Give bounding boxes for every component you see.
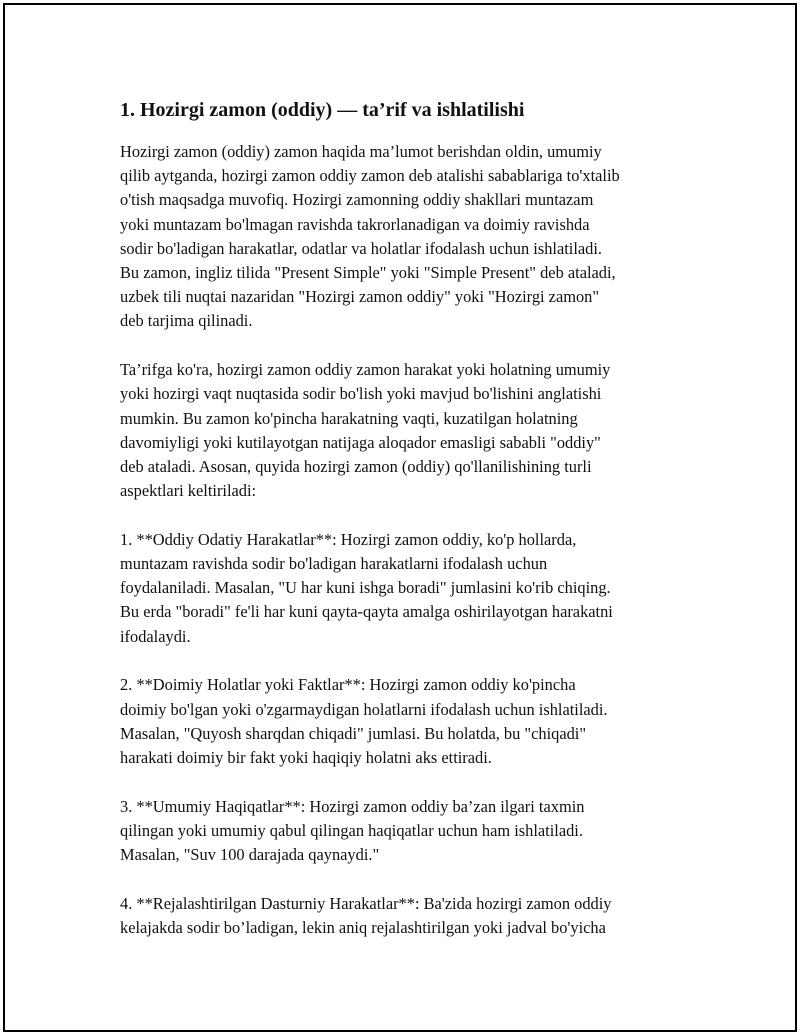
page-frame	[3, 3, 797, 1032]
section-title: 1. Hozirgi zamon (oddiy) — ta’rif va ishlatilishi	[120, 99, 525, 121]
list-item-scheduled-actions: 4. **Rejalashtirilgan Dasturniy Harakatlar**: Ba'zida hozirgi zamon oddiy kelajakda sodir bo’ladigan, lekin aniq rejalashtirilgan yoki jadval bo'yicha	[120, 893, 612, 937]
paragraph-definition: Ta’rifga ko'ra, hozirgi zamon oddiy zamon harakat yoki holatning umumiy yoki hozirgi vaqt nuqtasida sodir bo'lish yoki mavjud bo'lishini anglatishi mumkin. Bu zamon ko'pincha harakatning vaqti, kuzatilgan holatning davomiyligi yoki kutilayotgan natijaga aloqador emasligi sababli "oddiy" deb ataladi. Asosan, quyida hozirgi zamon (oddiy) qo'llanilishining turli aspektlari keltiriladi:	[120, 360, 611, 501]
document-body	[120, 96, 695, 965]
list-item-habitual-actions: 1. **Oddiy Odatiy Harakatlar**: Hozirgi zamon oddiy, ko'p hollarda, muntazam ravishda sodir bo'ladigan harakatlarni ifodalash uchun foydalaniladi. Masalan, "U har kuni ishga boradi" jumlasini ko'rib chiqing. Bu erda "boradi" fe'li har kuni qayta-qayta amalga oshirilayotgan harakatni ifodalaydi.	[120, 529, 613, 646]
paragraph-intro: Hozirgi zamon (oddiy) zamon haqida ma’lumot berishdan oldin, umumiy qilib aytganda, hozirgi zamon oddiy zamon deb atalishi sabablariga to'xtalib o'tish maqsadga muvofiq. Hozirgi zamonning oddiy shakllari muntazam yoki muntazam bo'lmagan ravishda takrorlanadigan va doimiy ravishda sodir bo'ladigan harakatlar, odatlar va holatlar ifodalash uchun ishlatiladi. Bu zamon, ingliz tilida "Present Simple" yoki "Simple Present" deb ataladi, uzbek tili nuqtai nazaridan "Hozirgi zamon oddiy" yoki "Hozirgi zamon" deb tarjima qilinadi.	[120, 142, 620, 331]
list-item-permanent-states: 2. **Doimiy Holatlar yoki Faktlar**: Hozirgi zamon oddiy ko'pincha doimiy bo'lgan yoki o'zgarmaydigan holatlarni ifodalash uchun ishlatiladi. Masalan, "Quyosh sharqdan chiqadi" jumlasi. Bu holatda, bu "chiqadi" harakati doimiy bir fakt yoki haqiqiy holatni aks ettiradi.	[120, 675, 608, 767]
list-item-general-truths: 3. **Umumiy Haqiqatlar**: Hozirgi zamon oddiy ba’zan ilgari taxmin qilingan yoki umumiy qabul qilingan haqiqatlar uchun ham ishlatiladi. Masalan, "Suv 100 darajada qaynaydi."	[120, 796, 585, 865]
